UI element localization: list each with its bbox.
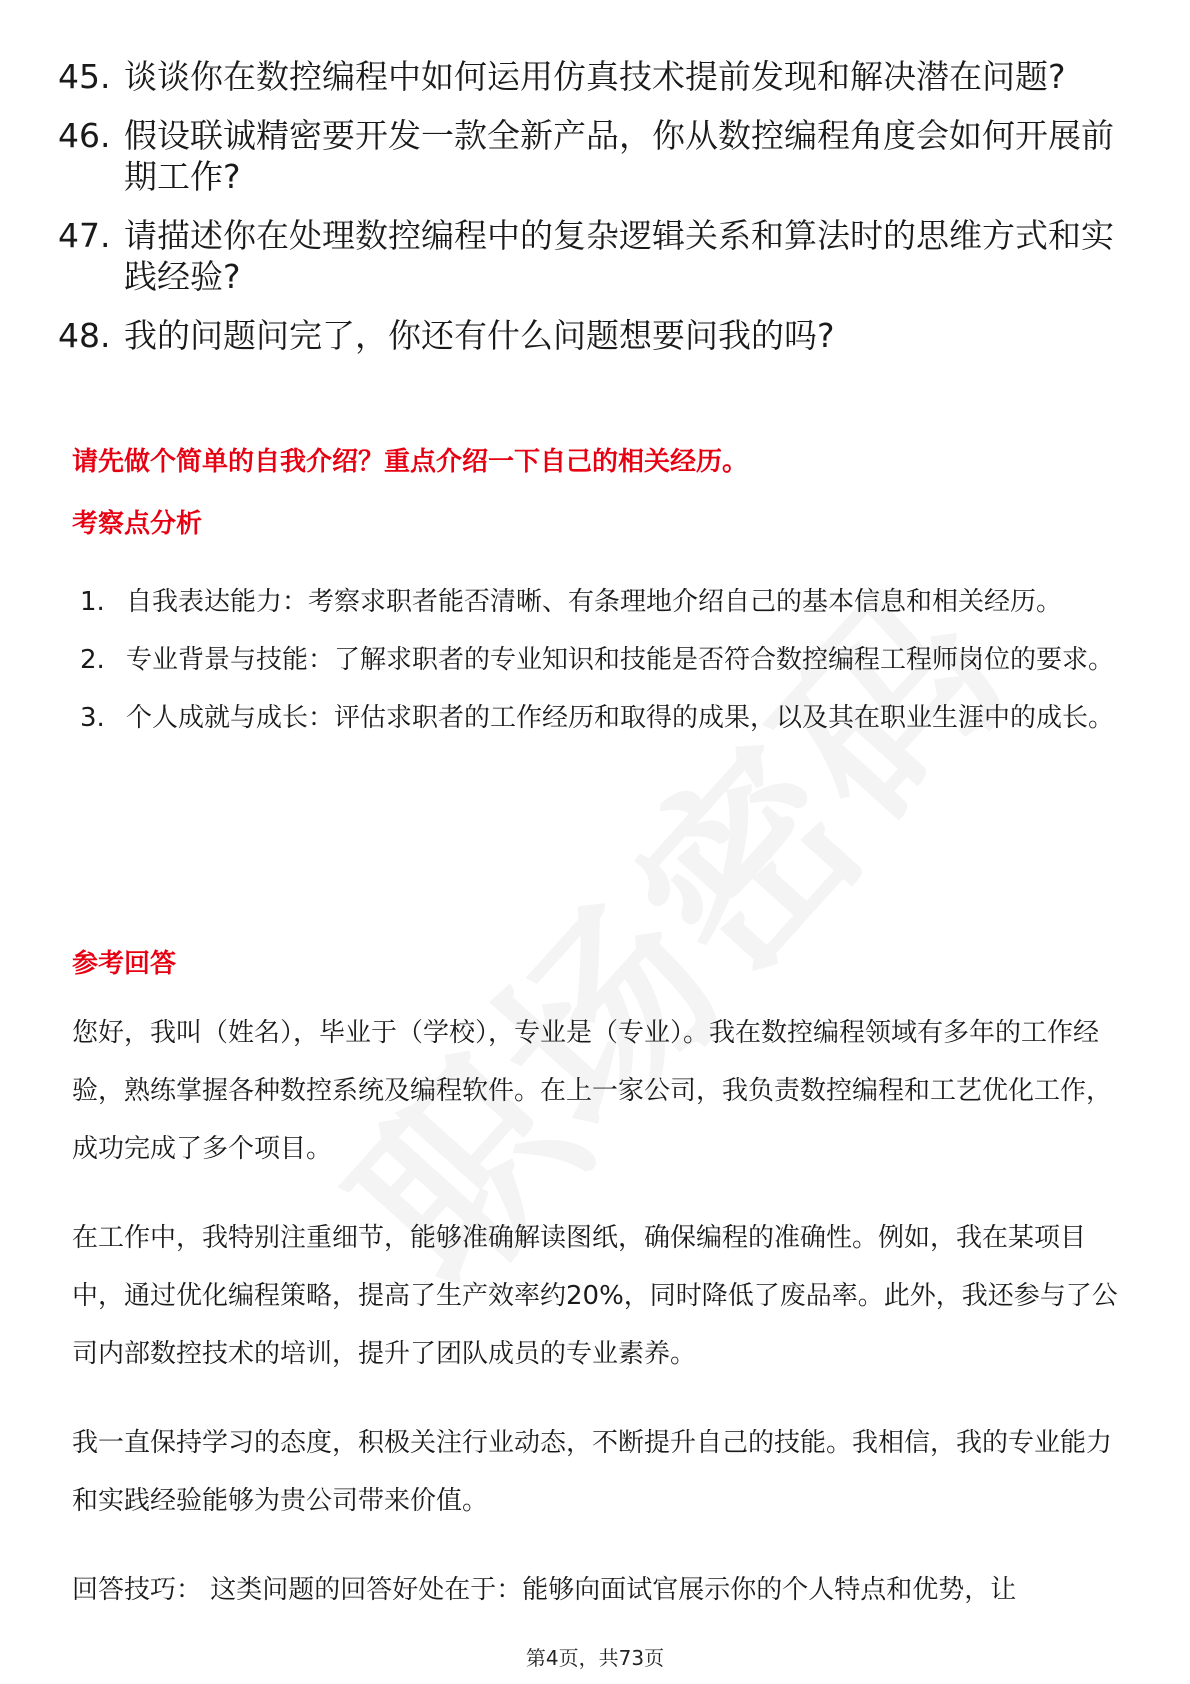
question-item <box>58 315 1118 356</box>
page-footer: 第4页，共73页 <box>525 1646 665 1670</box>
answer-paragraph: 您好，我叫（姓名），毕业于（学校），专业是（专业）。我在数控编程领域有多年的工作经验，熟练掌握各种数控系统及编程软件。在上一家公司，我负责数控编程和工艺优化工作，成功完成了多个项目。 <box>72 1018 1113 1164</box>
question-text: 请描述你在处理数控编程中的复杂逻辑关系和算法时的思维方式和实践经验? <box>124 216 1114 296</box>
analysis-number: 1. <box>80 587 105 617</box>
answer-paragraph: 我一直保持学习的态度，积极关注行业动态，不断提升自己的技能。我相信，我的专业能力和实践经验能够为贵公司带来价值。 <box>72 1428 1113 1516</box>
analysis-item <box>80 631 1120 689</box>
question-text: 假设联诚精密要开发一款全新产品，你从数控编程角度会如何开展前期工作? <box>124 116 1114 196</box>
question-number: 46. <box>58 116 111 155</box>
question-text: 谈谈你在数控编程中如何运用仿真技术提前发现和解决潜在问题? <box>124 57 1066 96</box>
analysis-number: 2. <box>80 645 105 675</box>
question-item <box>58 115 1118 197</box>
question-item <box>58 215 1118 297</box>
question-number: 45. <box>58 57 111 96</box>
answer-title: 参考回答 <box>72 949 177 979</box>
analysis-list <box>80 573 1120 747</box>
analysis-text: 专业背景与技能：了解求职者的专业知识和技能是否符合数控编程工程师岗位的要求。 <box>126 645 1115 675</box>
answer-paragraph: 在工作中，我特别注重细节，能够准确解读图纸，确保编程的准确性。例如，我在某项目中，通过优化编程策略，提高了生产效率约20%，同时降低了废品率。此外，我还参与了公司内部数控技术的培训，提升了团队成员的专业素养。 <box>72 1223 1118 1369</box>
analysis-text: 个人成就与成长：评估求职者的工作经历和取得的成果，以及其在职业生涯中的成长。 <box>126 703 1115 733</box>
question-text: 我的问题问完了，你还有什么问题想要问我的吗? <box>124 316 835 355</box>
question-number: 47. <box>58 216 111 255</box>
analysis-number: 3. <box>80 703 105 733</box>
question-list <box>58 56 1118 374</box>
analysis-text: 自我表达能力：考察求职者能否清晰、有条理地介绍自己的基本信息和相关经历。 <box>126 587 1063 617</box>
analysis-title: 考察点分析 <box>72 509 203 539</box>
main-question-heading: 请先做个简单的自我介绍？重点介绍一下自己的相关经历。 <box>72 447 749 477</box>
question-item <box>58 56 1118 97</box>
question-number: 48. <box>58 316 111 355</box>
answer-tips: 回答技巧： 这类问题的回答好处在于：能够向面试官展示你的个人特点和优势，让 <box>72 1575 1017 1605</box>
analysis-item <box>80 573 1120 631</box>
analysis-item <box>80 689 1120 747</box>
